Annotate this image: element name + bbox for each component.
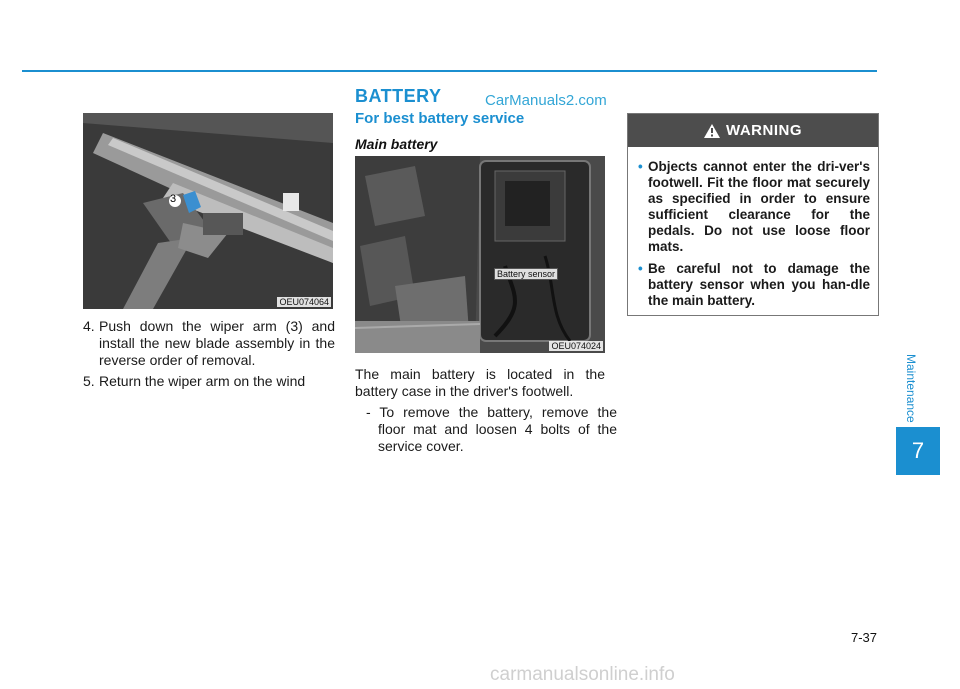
warning-triangle-icon	[704, 124, 720, 138]
warning-list	[628, 147, 878, 309]
step-item: 5. Return the wiper arm on the wind	[83, 373, 306, 389]
battery-paragraph: The main battery is located in the battery case in the driver's footwell.	[355, 366, 605, 399]
subtitle: For best battery service	[355, 110, 525, 127]
battery-illustration	[355, 156, 605, 353]
figure-code: OEU074024	[551, 341, 601, 351]
warning-title: WARNING	[726, 122, 802, 139]
battery-sensor-label: Battery sensor	[494, 268, 558, 280]
bullet-icon: •	[638, 159, 643, 174]
warning-box	[627, 113, 879, 316]
warning-item: • Be careful not to damage the battery sensor when you han-dle the main battery.	[638, 261, 870, 308]
wiper-steps	[83, 318, 335, 394]
step-item: 4. Push down the wiper arm (3) and install the new blade assembly in the reverse order of removal.	[83, 318, 335, 368]
page-number: 7-37	[850, 630, 877, 645]
section-title: BATTERY	[355, 86, 442, 106]
battery-figure	[355, 156, 605, 353]
figure-callout: 3	[170, 193, 177, 205]
warning-header	[628, 114, 878, 147]
subsubtitle: Main battery	[355, 136, 438, 152]
warning-item: • Objects cannot enter the dri-ver's footwell. Fit the floor mat securely as specified in order to ensure sufficient clearance for the pedals. Do not use loose floor mats.	[638, 159, 870, 254]
chapter-tab[interactable]: 7	[896, 427, 940, 475]
footer-watermark[interactable]: carmanualsonline.info	[490, 664, 675, 685]
bullet-icon: •	[638, 261, 643, 276]
wiper-illustration	[83, 113, 333, 309]
figure-code: OEU074064	[279, 297, 329, 307]
section-side-label: Maintenance	[904, 353, 918, 423]
battery-dash-item: - To remove the battery, remove the floor mat and loosen 4 bolts of the service cover.	[366, 404, 617, 454]
top-rule	[22, 70, 877, 72]
wiper-figure	[83, 113, 333, 309]
watermark[interactable]: CarManuals2.com	[485, 92, 607, 109]
